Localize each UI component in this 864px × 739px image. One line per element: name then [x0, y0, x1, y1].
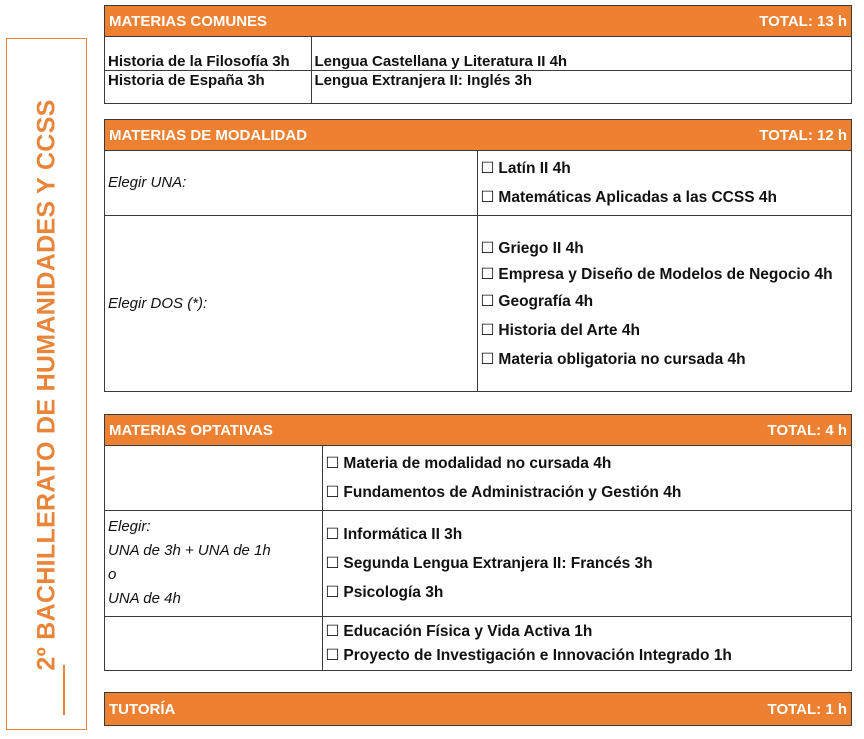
option-list: [322, 510, 851, 616]
table-row: [105, 446, 851, 510]
section-modalidad: [104, 119, 852, 392]
option-item[interactable]: [481, 234, 849, 263]
section-title: MATERIAS OPTATIVAS: [109, 421, 273, 439]
optativas-table: [105, 446, 851, 671]
option-item[interactable]: [326, 578, 849, 607]
section-comunes: [104, 5, 852, 104]
checkbox-icon[interactable]: ☐: [480, 265, 495, 283]
section-title: MATERIAS COMUNES: [109, 12, 268, 30]
option-label: Griego II 4h: [498, 239, 584, 257]
option-item[interactable]: [326, 549, 849, 578]
option-item[interactable]: [481, 345, 849, 374]
checkbox-icon[interactable]: ☐: [325, 483, 340, 501]
option-label: Psicología 3h: [343, 583, 444, 601]
choice-label-empty: [105, 616, 322, 671]
option-list: [477, 151, 851, 215]
checkbox-icon[interactable]: ☐: [325, 554, 340, 572]
option-label: Materia de modalidad no cursada 4h: [343, 454, 612, 472]
checkbox-icon[interactable]: ☐: [480, 292, 495, 310]
option-item[interactable]: [326, 644, 849, 668]
checkbox-icon[interactable]: ☐: [325, 622, 340, 640]
checkbox-icon[interactable]: ☐: [325, 454, 340, 472]
choice-label-empty: [105, 446, 322, 510]
checkbox-icon[interactable]: ☐: [480, 350, 495, 368]
option-label: Historia del Arte 4h: [498, 321, 640, 339]
table-row: [105, 510, 851, 616]
section-header: [105, 120, 851, 151]
option-label: Fundamentos de Administración y Gestión 4h: [343, 483, 682, 501]
checkbox-icon[interactable]: ☐: [480, 239, 495, 257]
checkbox-icon[interactable]: ☐: [325, 525, 340, 543]
checkbox-icon[interactable]: ☐: [480, 321, 495, 339]
section-header: [105, 6, 851, 37]
table-row: [105, 37, 851, 70]
option-label: Geografía 4h: [498, 292, 594, 310]
table-row: [105, 616, 851, 671]
option-item[interactable]: [481, 263, 849, 287]
option-item[interactable]: [481, 287, 849, 316]
option-item[interactable]: [481, 183, 849, 212]
table-cell: Lengua Castellana y Literatura II 4h: [311, 37, 851, 70]
checkbox-icon[interactable]: ☐: [480, 188, 495, 206]
section-header: [105, 415, 851, 446]
section-total: TOTAL: 1 h: [767, 700, 847, 718]
table-cell: Historia de España 3h: [105, 70, 311, 103]
option-item[interactable]: [326, 478, 849, 507]
comunes-table: [105, 37, 851, 103]
section-header: [105, 693, 851, 725]
option-label: Educación Física y Vida Activa 1h: [343, 622, 593, 640]
option-item[interactable]: [481, 316, 849, 345]
option-label: Matemáticas Aplicadas a las CCSS 4h: [498, 188, 777, 206]
modalidad-table: [105, 151, 851, 392]
choice-label: Elegir DOS (*):: [105, 215, 477, 392]
option-item[interactable]: [326, 620, 849, 644]
choice-label-line: o: [108, 566, 117, 583]
sidebar-title-underline: [63, 665, 65, 715]
option-list: [322, 446, 851, 510]
choice-label-line: Elegir:: [108, 518, 151, 535]
option-label: Informática II 3h: [343, 525, 463, 543]
option-label: Materia obligatoria no cursada 4h: [498, 350, 746, 368]
table-cell: Historia de la Filosofía 3h: [105, 37, 311, 70]
choice-label: [105, 510, 322, 616]
choice-label: Elegir UNA:: [105, 151, 477, 215]
section-total: TOTAL: 4 h: [767, 421, 847, 439]
section-total: TOTAL: 12 h: [759, 126, 847, 144]
option-label: Empresa y Diseño de Modelos de Negocio 4h: [498, 265, 833, 283]
sidebar-title: 2º BACHILLERATO DE HUMANIDADES Y CCSS: [32, 99, 61, 671]
section-title: MATERIAS DE MODALIDAD: [109, 126, 308, 144]
section-optativas: [104, 414, 852, 671]
table-cell: Lengua Extranjera II: Inglés 3h: [311, 70, 851, 103]
option-list: [477, 215, 851, 392]
option-item[interactable]: [481, 154, 849, 183]
table-row: [105, 215, 851, 392]
sidebar-title-box: [6, 38, 87, 730]
option-list: [322, 616, 851, 671]
choice-label-line: UNA de 4h: [108, 590, 181, 607]
option-label: Latín II 4h: [498, 159, 571, 177]
choice-label-line: UNA de 3h + UNA de 1h: [108, 542, 271, 559]
section-tutoria: [104, 692, 852, 726]
option-item[interactable]: [326, 520, 849, 549]
checkbox-icon[interactable]: ☐: [325, 583, 340, 601]
section-total: TOTAL: 13 h: [759, 12, 847, 30]
checkbox-icon[interactable]: ☐: [480, 159, 495, 177]
option-item[interactable]: [326, 449, 849, 478]
table-row: [105, 151, 851, 215]
checkbox-icon[interactable]: ☐: [325, 646, 340, 664]
option-label: Segunda Lengua Extranjera II: Francés 3h: [343, 554, 653, 572]
section-title: TUTORÍA: [109, 700, 176, 718]
table-row: [105, 70, 851, 103]
option-label: Proyecto de Investigación e Innovación Integrado 1h: [343, 646, 732, 664]
